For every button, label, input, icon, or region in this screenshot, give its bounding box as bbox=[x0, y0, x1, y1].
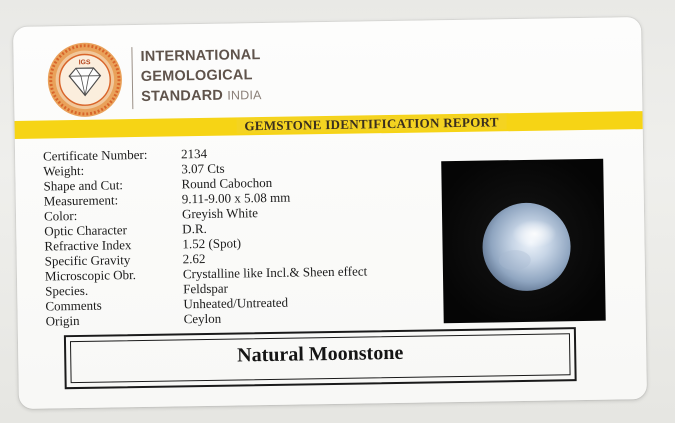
field-value: Greyish White bbox=[181, 205, 259, 222]
field-value: 2134 bbox=[180, 145, 208, 162]
field-value: D.R. bbox=[182, 220, 207, 237]
field-label: Species. bbox=[45, 282, 89, 299]
org-line-1: INTERNATIONAL bbox=[140, 47, 261, 65]
stone-name: Natural Moonstone bbox=[236, 341, 404, 367]
field-label: Specific Gravity bbox=[44, 252, 131, 269]
field-label: Certificate Number: bbox=[42, 146, 148, 164]
moonstone-image bbox=[441, 159, 606, 324]
field-value: Feldspar bbox=[183, 280, 229, 297]
certificate-card bbox=[13, 17, 647, 409]
org-line-2: GEMOLOGICAL bbox=[140, 67, 253, 85]
field-label: Refractive Index bbox=[44, 237, 132, 254]
field-label: Measurement: bbox=[43, 192, 119, 209]
field-label: Optic Character bbox=[44, 222, 128, 239]
field-label: Shape and Cut: bbox=[43, 177, 124, 194]
field-value: Unheated/Untreated bbox=[183, 294, 289, 312]
field-value: 2.62 bbox=[182, 250, 206, 267]
field-label: Color: bbox=[43, 207, 78, 224]
report-title: GEMSTONE IDENTIFICATION REPORT bbox=[237, 114, 507, 133]
field-value: Round Cabochon bbox=[181, 174, 273, 192]
igs-seal-logo bbox=[45, 40, 124, 119]
gemstone-photo bbox=[441, 159, 606, 324]
field-value: Ceylon bbox=[183, 310, 222, 327]
stone-name-box bbox=[64, 327, 577, 389]
field-label: Weight: bbox=[43, 162, 85, 179]
field-label: Microscopic Obr. bbox=[44, 267, 137, 284]
seal-text: IGS bbox=[78, 59, 91, 67]
org-line-3 bbox=[141, 85, 262, 107]
org-line-3-bold: STANDARD bbox=[141, 87, 224, 105]
field-value: 1.52 (Spot) bbox=[182, 235, 242, 252]
organization-name bbox=[131, 45, 261, 109]
field-label: Comments bbox=[45, 297, 102, 314]
org-line-3-country: INDIA bbox=[227, 88, 262, 103]
field-value: Crystalline like Incl.& Sheen effect bbox=[182, 263, 368, 282]
field-label: Origin bbox=[45, 312, 80, 329]
field-value: 9.11-9.00 x 5.08 mm bbox=[181, 189, 291, 207]
field-value: 3.07 Cts bbox=[181, 160, 225, 177]
